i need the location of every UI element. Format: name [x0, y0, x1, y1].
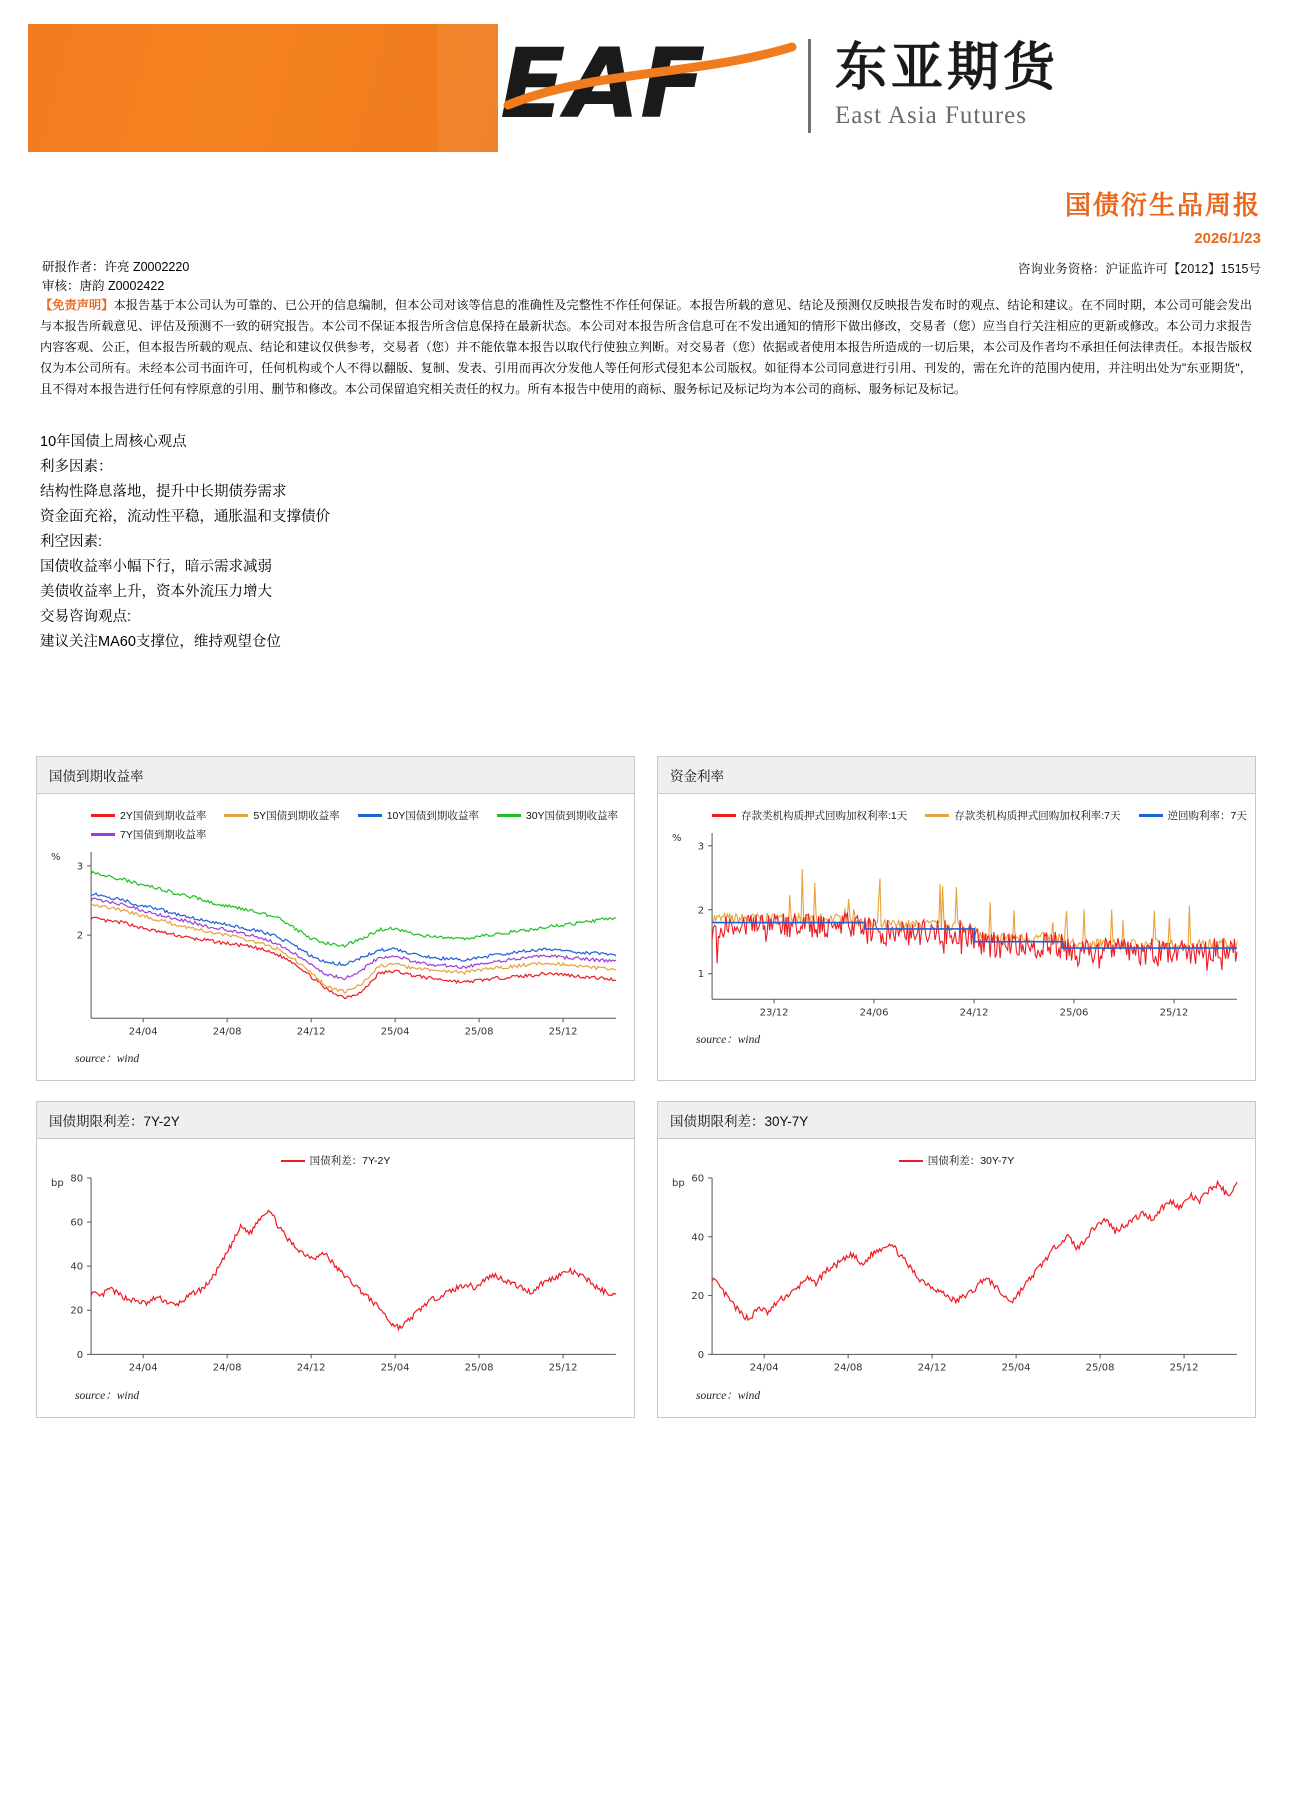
legend-item — [497, 808, 618, 823]
svg-text:24/08: 24/08 — [833, 1362, 863, 1374]
legend-label: 7Y国债到期收益率 — [120, 829, 207, 841]
logo-divider — [808, 39, 811, 133]
svg-text:24/04: 24/04 — [128, 1362, 158, 1374]
legend-label: 存款类机构质押式回购加权利率:7天 — [954, 810, 1121, 822]
title-block — [1018, 185, 1261, 277]
svg-text:25/12: 25/12 — [1169, 1362, 1199, 1374]
svg-text:25/12: 25/12 — [1159, 1007, 1189, 1019]
core-view-line: 利空因素: — [40, 533, 103, 550]
svg-text:25/04: 25/04 — [380, 1362, 410, 1374]
chart-plot-spread-30y7y — [666, 1170, 1247, 1380]
svg-text:80: 80 — [70, 1173, 84, 1185]
core-view-heading: 10年国债上周核心观点 — [40, 434, 187, 450]
chart-card-yield — [36, 756, 635, 1081]
legend-label: 10Y国债到期收益率 — [386, 810, 479, 822]
report-date: 2026/1/23 — [1194, 230, 1261, 247]
core-view-block — [40, 430, 330, 654]
legend-item — [224, 808, 339, 823]
page-header — [0, 0, 1291, 152]
legend-label: 国债利差：7Y-2Y — [309, 1155, 391, 1168]
svg-text:25/08: 25/08 — [464, 1362, 494, 1374]
svg-text:25/06: 25/06 — [1059, 1007, 1089, 1019]
chart-legend-spread-7y2y — [45, 1149, 626, 1170]
page-title: 国债衍生品周报 — [1064, 191, 1261, 221]
eaf-logo-icon — [500, 31, 800, 141]
legend-item — [712, 808, 907, 823]
svg-text:40: 40 — [691, 1232, 705, 1244]
legend-swatch-icon — [1139, 814, 1163, 817]
legend-label: 5Y国债到期收益率 — [253, 810, 340, 822]
legend-swatch-icon — [925, 814, 949, 817]
svg-text:%: % — [51, 852, 61, 864]
legend-label: 逆回购利率：7天 — [1167, 810, 1247, 822]
svg-text:EAF: EAF — [500, 31, 706, 140]
legend-item — [925, 808, 1120, 823]
core-view-line: 利多因素： — [40, 458, 113, 475]
brand-name-cn: 东亚期货 — [835, 38, 1060, 98]
chart-legend-spread-30y7y — [666, 1149, 1247, 1170]
svg-text:24/08: 24/08 — [212, 1362, 242, 1374]
chart-card-funding — [657, 756, 1256, 1081]
chart-title-spread-30y7y: 国债期限利差：30Y-7Y — [658, 1102, 1255, 1139]
svg-text:1: 1 — [697, 969, 705, 981]
legend-item — [899, 1153, 1015, 1168]
core-view-line: 国债收益率小幅下行，暗示需求减弱 — [40, 558, 272, 575]
chart-legend-yield — [45, 804, 626, 844]
legend-item — [1139, 808, 1247, 823]
svg-text:25/04: 25/04 — [1001, 1362, 1031, 1374]
legend-swatch-icon — [358, 814, 382, 817]
charts-grid — [36, 756, 1256, 1438]
chart-title-yield: 国债到期收益率 — [37, 757, 634, 794]
legend-item — [91, 808, 206, 823]
charts-row-1 — [36, 756, 1256, 1081]
svg-text:23/12: 23/12 — [759, 1007, 789, 1019]
legend-label: 存款类机构质押式回购加权利率:1天 — [741, 810, 908, 822]
svg-text:0: 0 — [76, 1350, 84, 1362]
disclaimer-text: 本报告基于本公司认为可靠的、已公开的信息编制，但本公司对该等信息的准确性及完整性不作任何保证。本报告所载的意见、结论及预测仅反映报告发布时的观点、结论和建议。在不同时期，本公司可能会发出与本报告所载意见、评估及预测不一致的研究报告。本公司不保证本报告所含信息保持在最新状态。本公司对本报告所含信息可在不发出通知的情形下做出修改，交易者（您）应当自行关注相应的更新或修改。本公司力求报告内容客观、公正，但本报告所载的观点、结论和建议仅供参考，交易者（您）并不能依靠本报告以取代行使独立判断。对交易者（您）依据或者使用本报告所造成的一切后果，本公司及作者均不承担任何法律责任。本报告版权仅为本公司所有。未经本公司书面许可，任何机构或个人不得以翻版、复制、发表、引用而再次分发他人等任何形式侵犯本公司版权。如征得本公司同意进行引用、刊发的，需在允许的范围内使用，并注明出处为"东亚期货"，且不得对本报告进行任何有悖原意的引用、删节和修改。本公司保留追究相关责任的权力。所有本报告中使用的商标、服务标记及标记均为本公司的商标、服务标记及标记。 — [40, 298, 1253, 396]
legend-swatch-icon — [899, 1160, 923, 1163]
core-view-line: 美债收益率上升，资本外流压力增大 — [40, 583, 272, 600]
core-view-line: 结构性降息落地，提升中长期债券需求 — [40, 483, 287, 500]
legend-label: 国债利差：30Y-7Y — [927, 1155, 1015, 1168]
brand-logo-area — [500, 20, 1059, 152]
svg-text:24/06: 24/06 — [859, 1007, 889, 1019]
svg-text:40: 40 — [70, 1262, 84, 1274]
core-view-line: 资金面充裕，流动性平稳，通胀温和支撑债价 — [40, 508, 330, 525]
author-reviewer: 审核：唐韵 Z0002422 — [42, 279, 165, 294]
svg-text:24/12: 24/12 — [917, 1362, 947, 1374]
svg-text:25/08: 25/08 — [1085, 1362, 1115, 1374]
svg-text:25/04: 25/04 — [380, 1026, 410, 1038]
svg-text:24/12: 24/12 — [296, 1026, 326, 1038]
disclaimer-paragraph — [40, 295, 1252, 400]
svg-text:2: 2 — [697, 905, 705, 917]
svg-text:60: 60 — [691, 1173, 705, 1185]
core-view-line: 建议关注MA60支撑位，维持观望仓位 — [40, 633, 281, 650]
chart-source: source：wind — [75, 1389, 140, 1402]
legend-label: 2Y国债到期收益率 — [120, 810, 207, 822]
brand-orange-banner — [28, 24, 498, 152]
charts-row-2 — [36, 1101, 1256, 1417]
chart-title-spread-7y2y: 国债期限利差：7Y-2Y — [37, 1102, 634, 1139]
legend-swatch-icon — [497, 814, 521, 817]
svg-text:20: 20 — [70, 1306, 84, 1318]
svg-text:2: 2 — [76, 930, 84, 942]
chart-plot-funding — [666, 825, 1247, 1025]
svg-text:0: 0 — [697, 1350, 705, 1362]
author-writer: 研报作者：许亮 Z0002220 — [42, 260, 190, 274]
license-text: 咨询业务资格：沪证监许可【2012】1515号 — [1017, 262, 1261, 276]
chart-legend-funding — [666, 804, 1247, 825]
legend-swatch-icon — [281, 1160, 305, 1163]
chart-card-spread-30y7y — [657, 1101, 1256, 1417]
svg-text:24/08: 24/08 — [212, 1026, 242, 1038]
legend-item — [281, 1153, 391, 1168]
svg-text:24/12: 24/12 — [296, 1362, 326, 1374]
svg-text:25/12: 25/12 — [548, 1026, 578, 1038]
chart-source: source：wind — [75, 1053, 140, 1066]
svg-text:24/12: 24/12 — [959, 1007, 989, 1019]
chart-source: source：wind — [696, 1034, 761, 1047]
chart-plot-yield — [45, 844, 626, 1044]
legend-label: 30Y国债到期收益率 — [525, 810, 619, 822]
svg-text:25/12: 25/12 — [548, 1362, 578, 1374]
svg-text:24/04: 24/04 — [749, 1362, 779, 1374]
author-block — [42, 258, 189, 297]
chart-card-spread-7y2y — [36, 1101, 635, 1417]
legend-swatch-icon — [224, 814, 248, 817]
svg-text:bp: bp — [51, 1178, 64, 1190]
legend-item — [358, 808, 479, 823]
chart-plot-spread-7y2y — [45, 1170, 626, 1380]
legend-item — [91, 827, 206, 842]
legend-swatch-icon — [712, 814, 736, 817]
legend-swatch-icon — [91, 814, 115, 817]
svg-text:%: % — [672, 833, 682, 845]
disclaimer-tag: 【免责声明】 — [40, 298, 114, 312]
legend-swatch-icon — [91, 833, 115, 836]
chart-title-funding: 资金利率 — [658, 757, 1255, 794]
svg-text:3: 3 — [76, 861, 84, 873]
svg-text:24/04: 24/04 — [128, 1026, 158, 1038]
svg-text:25/08: 25/08 — [464, 1026, 494, 1038]
core-view-line: 交易咨询观点: — [40, 608, 132, 625]
svg-text:60: 60 — [70, 1217, 84, 1229]
svg-text:bp: bp — [672, 1178, 685, 1190]
svg-text:20: 20 — [691, 1291, 705, 1303]
chart-source: source：wind — [696, 1389, 761, 1402]
svg-text:3: 3 — [697, 841, 705, 853]
brand-name-en: East Asia Futures — [835, 102, 1027, 129]
